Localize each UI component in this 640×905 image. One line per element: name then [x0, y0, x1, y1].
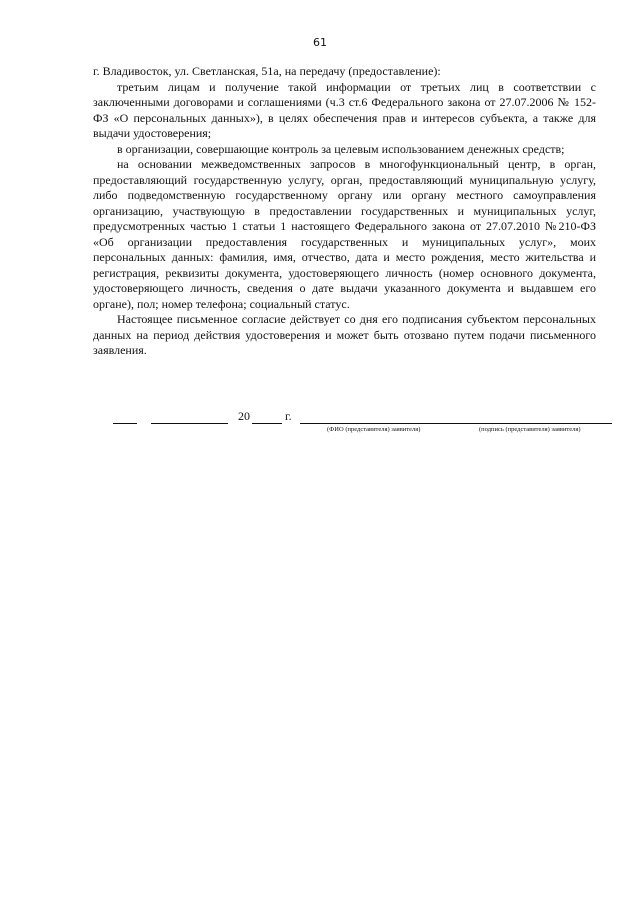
consent-text: [93, 64, 596, 359]
year-prefix: 20: [238, 409, 250, 423]
month-blank[interactable]: [151, 410, 228, 424]
paragraph-address: г. Владивосток, ул. Светланская, 51а, на передачу (предоставление):: [93, 64, 441, 78]
caption-name: (ФИО (представителя) заявителя): [327, 426, 421, 433]
caption-signature: (подпись (представителя) заявителя): [479, 426, 581, 433]
signature-line[interactable]: [300, 410, 612, 424]
year-blank[interactable]: [252, 410, 282, 424]
year-suffix: г.: [285, 409, 292, 423]
paragraph-control-orgs: в организации, совершающие контроль за целевым использованием денежных средств;: [117, 141, 565, 156]
paragraph-validity: Настоящее письменное согласие действует со дня его подписания субъектом персональных данных на период действия удостоверения и может быть отозвано путем подачи письменного заявления.: [93, 312, 596, 357]
paragraph-third-parties: третьим лицам и получение такой информации от третьих лиц в соответствии с заключенными договорами и соглашениями (ч.3 ст.6 Федерального закона от 27.07.2006 № 152-ФЗ «О персональных данных»), в целях обеспечения прав и интересов субъекта, а также для выдачи удостоверения;: [93, 79, 596, 140]
page-number: 61: [313, 36, 327, 49]
signature-block: [0, 410, 640, 440]
day-blank[interactable]: [113, 410, 137, 424]
paragraph-interagency: на основании межведомственных запросов в многофункциональный центр, в орган, предоставляющий государственную услугу, орган, предоставляющий муниципальную услугу, либо подведомственную государственному органу или органу местного самоуправления организацию, участвующую в предоставлении государственных и муниципальных услуг, предусмотренных частью 1 статьи 1 настоящего Федерального закона от 27.07.2010 №210-ФЗ «Об организации предоставления государственных и муниципальных услуг», моих персональных данных: фамилия, имя, отчество, дата и место рождения, место жительства и регистрация, реквизиты документа, удостоверяющего личность (номер основного документа, удостоверяющего личность, сведения о дате выдачи указанного документа и выдавшем его органе), пол; номер телефона; социальный статус.: [93, 157, 596, 311]
